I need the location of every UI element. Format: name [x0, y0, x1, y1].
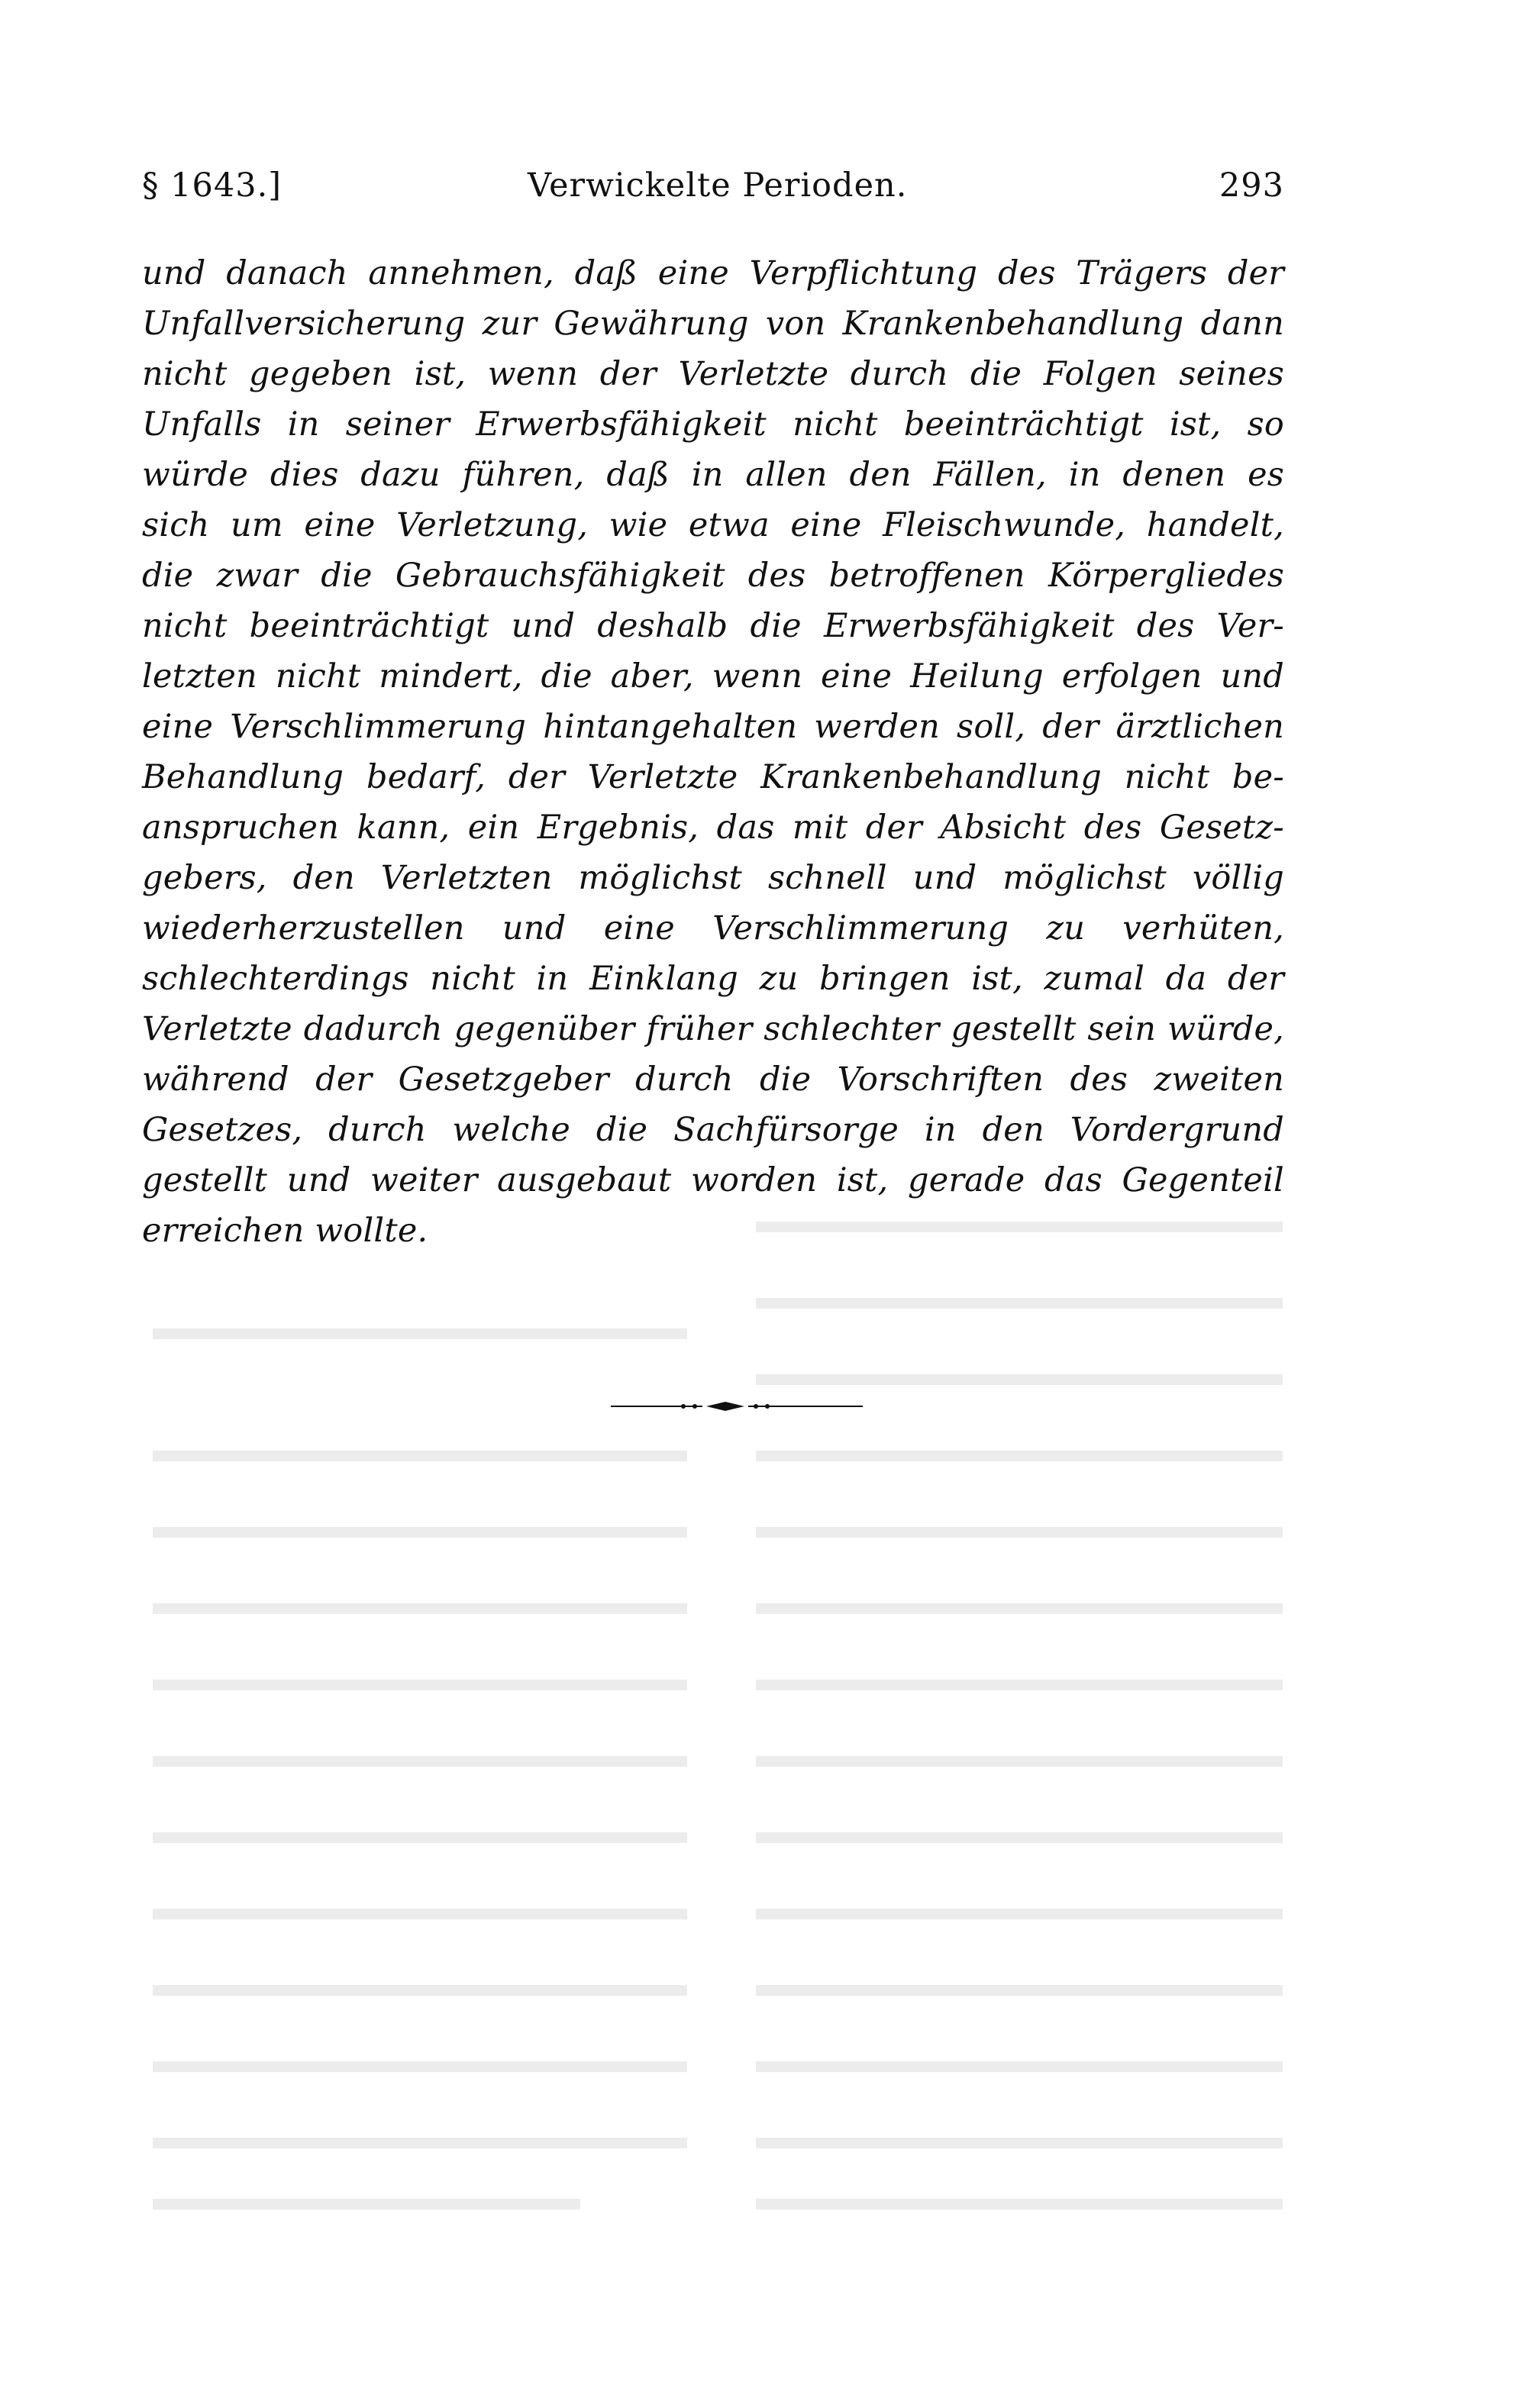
page-number: 293 — [1219, 166, 1284, 205]
text-line: die zwar die Gebrauchsfähigkeit des betroffenen Körpergliedes — [142, 557, 1284, 595]
text-line: Unfalls in seiner Erwerbsfähigkeit nicht beeinträchtigt ist, so — [142, 405, 1284, 444]
text-line: wiederherzustellen und eine Verschlimmerung zu verhüten, — [142, 909, 1284, 947]
text-line: letzten nicht mindert, die aber, wenn eine Heilung erfolgen und — [142, 657, 1284, 696]
running-header — [142, 166, 1284, 212]
text-line: Verletzte dadurch gegenüber früher schlechter gestellt sein würde, — [142, 1010, 1284, 1048]
text-line: nicht beeinträchtigt und deshalb die Erwerbsfähigkeit des Ver- — [142, 607, 1284, 645]
section-end-ornament — [611, 1399, 863, 1414]
text-line: eine Verschlimmerung hintangehalten werden soll, der ärztlichen — [142, 708, 1284, 746]
text-line: schlechterdings nicht in Einklang zu bringen ist, zumal da der — [142, 960, 1284, 998]
text-line: gebers, den Verletzten möglichst schnell und möglichst völlig — [142, 859, 1284, 897]
text-line: erreichen wollte. — [142, 1212, 428, 1250]
text-line: während der Gesetzgeber durch die Vorschriften des zweiten — [142, 1060, 1284, 1099]
text-line: gestellt und weiter ausgebaut worden ist, gerade das Gegenteil — [142, 1161, 1284, 1199]
text-line: Unfallversicherung zur Gewährung von Krankenbehandlung dann — [142, 305, 1284, 343]
text-line: Behandlung bedarf, der Verletzte Krankenbehandlung nicht be- — [142, 758, 1284, 796]
text-line: würde dies dazu führen, daß in allen den Fällen, in denen es — [142, 456, 1284, 494]
text-line: anspruchen kann, ein Ergebnis, das mit der Absicht des Gesetz- — [142, 809, 1284, 847]
section-reference: § 1643.] — [142, 166, 282, 205]
running-title: Verwickelte Perioden. — [528, 166, 908, 205]
text-line: und danach annehmen, daß eine Verpflichtung des Trägers der — [142, 254, 1284, 292]
text-line: nicht gegeben ist, wenn der Verletzte durch die Folgen seines — [142, 355, 1284, 393]
text-line: Gesetzes, durch welche die Sachfürsorge in den Vordergrund — [142, 1111, 1284, 1149]
text-line: sich um eine Verletzung, wie etwa eine Fleischwunde, handelt, — [142, 506, 1284, 544]
